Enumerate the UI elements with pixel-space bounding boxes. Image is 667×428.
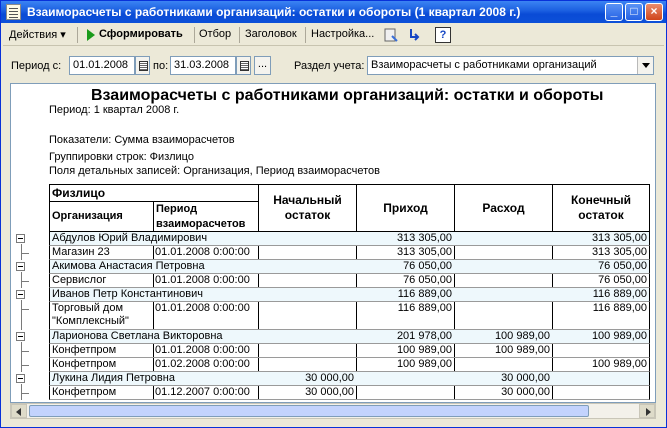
table-row[interactable] <box>49 386 650 400</box>
toolbar-separator <box>239 27 240 43</box>
cell-closing <box>552 344 650 358</box>
cell-expense <box>454 302 553 330</box>
table-row[interactable] <box>49 302 650 330</box>
report-title: Взаиморасчеты с работниками организаций: остатки и обороты <box>91 87 604 104</box>
cell-income: 76 050,00 <box>356 274 455 288</box>
chevron-down-icon[interactable] <box>637 57 653 74</box>
cell-income: 100 989,00 <box>356 358 455 372</box>
horizontal-scrollbar[interactable] <box>10 403 656 419</box>
scroll-right-icon[interactable] <box>639 404 655 418</box>
toolbar <box>3 24 664 46</box>
cell-opening <box>258 302 357 330</box>
tree-branch-line <box>21 351 29 352</box>
filter-panel <box>1 51 666 81</box>
toolbar-separator <box>194 27 195 43</box>
cell-income: 313 305,00 <box>356 246 455 260</box>
cell-opening <box>258 246 357 260</box>
cell-opening <box>258 358 357 372</box>
period-from-label: Период с: <box>11 60 62 72</box>
period-to-input[interactable]: 31.03.2008 <box>170 56 236 75</box>
toolbar-separator <box>77 27 78 43</box>
header-income: Приход <box>356 184 455 232</box>
cell-opening <box>258 232 357 246</box>
cell-period: 01.01.2008 0:00:00 <box>153 344 259 358</box>
tree-connector-line <box>21 384 22 400</box>
tree-branch-line <box>21 365 29 366</box>
cell-closing <box>552 386 650 400</box>
minimize-button[interactable]: _ <box>605 3 623 21</box>
cell-opening <box>258 274 357 288</box>
play-icon <box>87 29 95 41</box>
scroll-left-icon[interactable] <box>11 404 27 418</box>
header-organization: Организация <box>49 201 154 232</box>
cell-expense <box>454 274 553 288</box>
report-sheet[interactable] <box>10 83 656 403</box>
cell-opening <box>258 260 357 274</box>
cell-closing: 116 889,00 <box>552 302 650 330</box>
collapse-icon[interactable] <box>16 374 25 383</box>
cell-income: 116 889,00 <box>356 288 455 302</box>
cell-income: 100 989,00 <box>356 344 455 358</box>
cell-income: 116 889,00 <box>356 302 455 330</box>
cell-closing: 76 050,00 <box>552 260 650 274</box>
group-row[interactable] <box>49 330 650 344</box>
cell-expense <box>454 358 553 372</box>
calendar-icon[interactable] <box>236 56 251 75</box>
tree-gutter <box>11 84 47 403</box>
help-icon[interactable]: ? <box>435 27 451 43</box>
collapse-icon[interactable] <box>16 234 25 243</box>
cell-expense <box>454 288 553 302</box>
cell-closing: 76 050,00 <box>552 274 650 288</box>
cell-opening <box>258 288 357 302</box>
save-settings-icon[interactable] <box>383 27 399 43</box>
tree-branch-line <box>21 309 29 310</box>
cell-closing: 116 889,00 <box>552 288 650 302</box>
table-row[interactable] <box>49 246 650 260</box>
cell-income: 313 305,00 <box>356 232 455 246</box>
tree-connector-line <box>21 272 22 288</box>
calendar-icon[interactable] <box>135 56 150 75</box>
collapse-icon[interactable] <box>16 332 25 341</box>
window-title: Взаиморасчеты с работниками организаций: остатки и обороты (1 квартал 2008 г.) <box>27 5 521 19</box>
period-from-input[interactable]: 01.01.2008 <box>69 56 135 75</box>
group-row[interactable] <box>49 372 650 386</box>
report-period: Период: 1 квартал 2008 г. <box>49 104 180 116</box>
restore-settings-icon[interactable] <box>407 27 423 43</box>
cell-name: Иванов Петр Константинович <box>49 288 259 302</box>
actions-menu[interactable]: Действия ▾ <box>9 29 66 41</box>
cell-opening: 30 000,00 <box>258 386 357 400</box>
cell-opening <box>258 344 357 358</box>
report-detail-fields: Поля детальных записей: Организация, Период взаиморасчетов <box>49 165 381 177</box>
cell-expense <box>454 232 553 246</box>
period-to-label: по: <box>153 60 169 72</box>
table-row[interactable] <box>49 274 650 288</box>
cell-period: 01.12.2007 0:00:00 <box>153 386 259 400</box>
cell-name: Конфетпром <box>49 386 154 400</box>
cell-name: Сервислог <box>49 274 154 288</box>
cell-income: 201 978,00 <box>356 330 455 344</box>
cell-name: Акимова Анастасия Петровна <box>49 260 259 274</box>
group-row[interactable] <box>49 260 650 274</box>
cell-period: 01.02.2008 0:00:00 <box>153 358 259 372</box>
cell-name: Лукина Лидия Петровна <box>49 372 259 386</box>
cell-closing: 313 305,00 <box>552 246 650 260</box>
cell-expense <box>454 246 553 260</box>
cell-opening: 30 000,00 <box>258 372 357 386</box>
maximize-button[interactable]: □ <box>625 3 643 21</box>
section-select[interactable] <box>367 56 654 75</box>
close-button[interactable]: × <box>645 3 663 21</box>
group-row[interactable] <box>49 288 650 302</box>
tree-branch-line <box>21 281 29 282</box>
cell-closing: 100 989,00 <box>552 358 650 372</box>
tree-connector-line <box>21 244 22 260</box>
header-period: Период взаиморасчетов <box>153 201 259 232</box>
cell-income: 76 050,00 <box>356 260 455 274</box>
cell-expense: 30 000,00 <box>454 386 553 400</box>
group-row[interactable] <box>49 232 650 246</box>
header-button[interactable]: Заголовок <box>245 28 297 40</box>
document-icon <box>6 4 21 20</box>
report-indicators: Показатели: Сумма взаиморасчетов <box>49 134 235 146</box>
collapse-icon[interactable] <box>16 290 25 299</box>
cell-period: 01.01.2008 0:00:00 <box>153 274 259 288</box>
table-row[interactable] <box>49 344 650 358</box>
cell-opening <box>258 330 357 344</box>
cell-name: Ларионова Светлана Викторовна <box>49 330 259 344</box>
cell-period: 01.01.2008 0:00:00 <box>153 302 259 330</box>
cell-closing: 313 305,00 <box>552 232 650 246</box>
cell-name: Конфетпром <box>49 344 154 358</box>
report-groupings: Группировки строк: Физлицо <box>49 151 194 163</box>
toolbar-separator <box>305 27 306 43</box>
generate-button[interactable]: Сформировать <box>99 28 183 40</box>
cell-expense: 100 989,00 <box>454 344 553 358</box>
section-select-value: Взаиморасчеты с работниками организаций <box>371 59 597 71</box>
title-bar[interactable] <box>1 1 666 23</box>
cell-closing <box>552 372 650 386</box>
cell-expense: 100 989,00 <box>454 330 553 344</box>
period-select-button[interactable]: ... <box>254 56 271 75</box>
header-person: Физлицо <box>49 184 259 202</box>
filter-button[interactable]: Отбор <box>199 28 232 40</box>
tree-connector-line <box>21 342 22 372</box>
cell-closing: 100 989,00 <box>552 330 650 344</box>
cell-name: Абдулов Юрий Владимирович <box>49 232 259 246</box>
cell-name: Магазин 23 <box>49 246 154 260</box>
tree-connector-line <box>21 300 22 330</box>
settings-button[interactable]: Настройка... <box>311 28 375 40</box>
tree-branch-line <box>21 253 29 254</box>
cell-expense: 30 000,00 <box>454 372 553 386</box>
cell-expense <box>454 260 553 274</box>
header-opening: Начальный остаток <box>258 184 357 232</box>
cell-period: 01.01.2008 0:00:00 <box>153 246 259 260</box>
header-expense: Расход <box>454 184 553 232</box>
table-row[interactable] <box>49 358 650 372</box>
section-label: Раздел учета: <box>294 60 365 72</box>
cell-income <box>356 372 455 386</box>
header-closing: Конечный остаток <box>552 184 650 232</box>
cell-name: Конфетпром <box>49 358 154 372</box>
cell-name: Торговый дом "Комплексный" <box>49 302 154 330</box>
cell-income <box>356 386 455 400</box>
collapse-icon[interactable] <box>16 262 25 271</box>
tree-branch-line <box>21 393 29 394</box>
scroll-thumb[interactable] <box>29 405 589 417</box>
